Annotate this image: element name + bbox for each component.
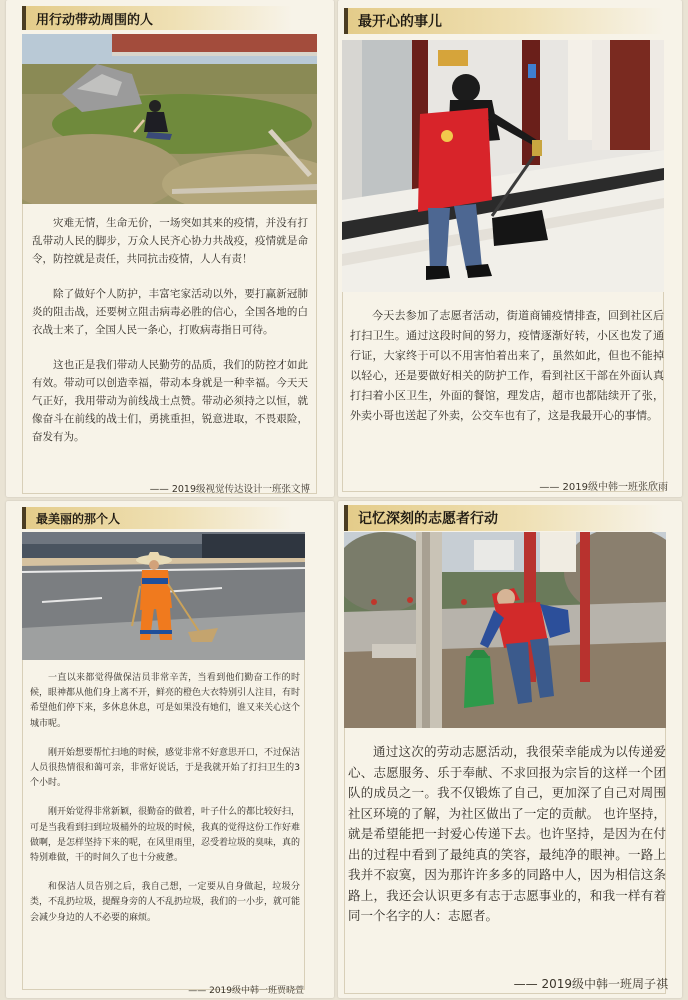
author-signature: —— 2019级视觉传达设计一班张文博 — [149, 484, 310, 495]
article-title: 记忆深刻的志愿者行动 — [344, 505, 664, 531]
article-paragraph: 这也正是我们带动人民勤劳的品质，我们的防控才如此有效。带动可以创造幸福，带动本身就是一种幸福。今天天气正好，我用带动为前线战士点赞。带动必须持之以恒，就像奋斗在前线的战士们，勇挑重担，锐意进取，不畏艰险，奋发有为。 — [32, 359, 308, 443]
grass-field-cleanup-photo — [22, 34, 317, 204]
author-signature: —— 2019级中韩一班贾晓萱 — [188, 986, 304, 996]
volunteer-sweeping-photo — [342, 40, 664, 292]
article-paragraph: 除了做好个人防护，丰富宅家活动以外，要打赢新冠肺炎的阻击战，还要树立阻击病毒必胜的信心，全国各地的白衣战士来了，全国人民一条心，打败病毒指日可待。 — [32, 288, 308, 336]
article-paragraph: 今天去参加了志愿者活动，街道商铺疫情排查，回到社区后打扫卫生。通过这段时间的努力，疫情逐渐好转，小区也发了通行证，大家终于可以不用害怕着出来了，虽然如此，但也不能掉以轻心，还是要做好相关的防护工作，看到社区干部在外面认真打扫着小区卫生，外面的餐馆，理发店，超市也都陆续开了张，外卖小哥也送起了外卖，公交车也有了，这是我最开心的事情。 — [350, 309, 664, 422]
article-paragraph: 刚开始想要帮忙扫地的时候，感觉非常不好意思开口，不过保洁人员很热情很和蔼可亲，非常好说话，于是我就开始了打扫卫生的3个小时。 — [30, 747, 301, 789]
article-card-4 — [338, 501, 682, 998]
article-title: 最美丽的那个人 — [22, 507, 292, 529]
article-paragraph: 灾难无情，生命无价，一场突如其来的疫情，并没有打乱带动人民的脚步，万众人民齐心协力共战疫，疫情就是命令，防控就是责任，共同抗击疫情，人人有责！ — [32, 217, 308, 265]
volunteer-picking-litter-photo — [344, 532, 666, 728]
article-body — [348, 742, 666, 927]
article-title: 最开心的事儿 — [344, 8, 664, 34]
article-paragraph: 通过这次的劳动志愿活动，我很荣幸能成为以传递爱心、志愿服务、乐于奉献、不求回报为宗旨的这样一个团队的成员之一。我不仅锻炼了自己，更加深了自己对周围社区环境的了解，为社区做出了一定的贡献。 也许坚持，就是希望能把一封爱心传递下去。也许坚持，是因为在付出的过程中看到了最纯真的笑容，最纯净的眼神。一路上我并不寂寞，因为那许许多多的同路中人，因为相信这条路上，我还会认识更多有志于志愿事业的，和我一样有着同一个名字的人：志愿者。 — [348, 744, 666, 923]
article-paragraph: 刚开始觉得非常新颖，很勤奋的做着，叶子什么的都比较好扫，可是当我看到扫到垃圾桶外的垃圾的时候，我真的觉得这份工作好难做啊，是怎样坚持下来的呢，在风里雨里，忍受着垃圾的臭味，真的特别难做，干的时间久了也十分疲惫。 — [30, 807, 301, 864]
author-signature: —— 2019级中韩一班张欣雨 — [539, 482, 668, 493]
article-body — [30, 671, 300, 940]
article-body — [32, 214, 308, 463]
article-paragraph: 和保洁人员告别之后，我自己想，一定要从自身做起，垃圾分类，不乱扔垃圾，提醒身旁的人不乱扔垃圾，我们的一小步，就可能会减少身边的人不必要的麻烦。 — [30, 882, 301, 923]
author-signature: —— 2019级中韩一班周子祺 — [513, 977, 668, 991]
article-body — [350, 306, 664, 426]
article-card-1 — [6, 0, 334, 497]
street-cleaner-photo — [22, 532, 305, 660]
article-title: 用行动带动周围的人 — [22, 6, 292, 30]
article-card-3 — [6, 501, 334, 998]
article-paragraph: 一直以来都觉得做保洁员非常辛苦，当看到他们勤奋工作的时候，眼神都从他们身上离不开，鲜亮的橙色大衣特别引人注目，有时希望他们停下来，多休息休息，可是如果没有她们，谁又来关心这个城市呢。 — [30, 673, 301, 729]
article-card-2 — [338, 0, 682, 497]
